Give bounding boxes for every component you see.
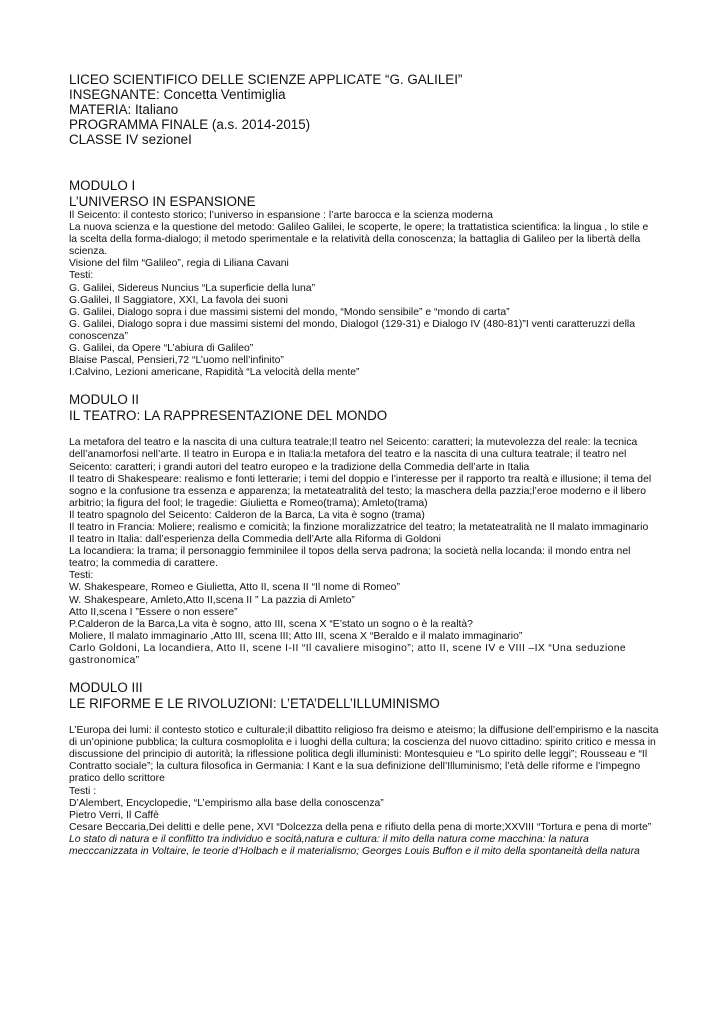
- paragraph: Il teatro in Italia: dall’esperienza della Commedia dell’Arte alla Riforma di Goldoni: [69, 534, 441, 546]
- modulo-3-heading: MODULO III: [69, 680, 143, 696]
- modulo-2-body: [69, 437, 659, 667]
- paragraph: Il Seicento: il contesto storico; l’universo in espansione : l’arte barocca e la scienza moderna: [69, 210, 493, 221]
- school-name: LICEO SCIENTIFICO DELLE SCIENZE APPLICATE “G. GALILEI”: [69, 72, 463, 87]
- modulo-2-heading: MODULO II: [69, 392, 139, 408]
- modulo-1-heading: MODULO I: [69, 178, 136, 193]
- paragraph: La nuova scienza e la questione del metodo: Galileo Galilei, le scoperte, le opere; la trattatistica scientifica: la lingua , lo stile e la scelta della forma-dialogo; il metodo sperimentale e la relatività della conoscenza; la battaglia di Galileo per la libertà della scienza.: [69, 222, 649, 258]
- modulo-1-section: [69, 178, 659, 379]
- modulo-3-section: [69, 680, 659, 858]
- paragraph: W. Shakespeare, Romeo e Giulietta, Atto II, scena II “Il nome di Romeo”: [69, 582, 400, 594]
- paragraph: Carlo Goldoni, La locandiera, Atto II, scene I-II “Il cavaliere misogino”; atto II, scene IV e VIII –IX “Una seduzione gastronomica”: [69, 642, 627, 666]
- paragraph: P.Calderon de la Barca,La vita è sogno, atto III, scena X “E’stato un sogno o è la realtà?: [69, 618, 473, 630]
- italic-paragraph: Lo stato di natura e il conflitto tra individuo e socità,natura e cultura: il mito della natura come macchina: la natura mecccanizzata in Voltaire, le teorie d’Holbach e il materialismo; Georges Louis Buffon e il mito della spontaneità della natura: [69, 833, 640, 858]
- paragraph: I.Calvino, Lezioni americane, Rapidità “La velocità della mente”: [69, 367, 360, 379]
- modulo-3-body: [69, 725, 659, 858]
- paragraph: D’Alembert, Encyclopedie, “L’empirismo alla base della conoscenza”: [69, 797, 384, 809]
- modulo-1-body: [69, 210, 659, 379]
- modulo-1-title: L’UNIVERSO IN ESPANSIONE: [69, 194, 256, 209]
- modulo-2-title: IL TEATRO: LA RAPPRESENTAZIONE DEL MONDO: [69, 408, 388, 424]
- subject-line: MATERIA: Italiano: [69, 102, 179, 117]
- paragraph: G. Galilei, da Opere “L’abiura di Galileo”: [69, 343, 254, 355]
- paragraph: Visione del film “Galileo”, regia di Liliana Cavani: [69, 258, 289, 270]
- teacher-line: INSEGNANTE: Concetta Ventimiglia: [69, 87, 286, 102]
- paragraph: Pietro Verri, Il Caffè: [69, 809, 159, 821]
- paragraph: W. Shakespeare, Amleto,Atto II,scena II ” La pazzia di Amleto”: [69, 594, 355, 606]
- paragraph: G. Galilei, Sidereus Nuncius “La superficie della luna”: [69, 282, 316, 294]
- paragraph: Il teatro spagnolo del Seicento: Calderon de la Barca, La vita è sogno (trama): [69, 509, 425, 521]
- document-header: [69, 72, 659, 147]
- paragraph: La metafora del teatro e la nascita di una cultura teatrale;Il teatro nel Seicento: caratteri; la mutevolezza del reale: la tecnica dell’anamorfosi nell’arte. Il teatro in Europa e in Italia:la metafora del teatro e la nascita di una cultura teatrale; il teatro nel Seicento: caratteri; i grandi autori del teatro europeo e la tradizione della Commedia dell’arte in Italia: [69, 437, 638, 473]
- paragraph: Blaise Pascal, Pensieri,72 “L’uomo nell’infinito”: [69, 355, 284, 367]
- modulo-2-section: [69, 392, 659, 667]
- paragraph: Il teatro in Francia: Moliere; realismo e comicità; la finzione moralizzatrice del teatro; la metateatralità ne Il malato immaginario: [69, 521, 649, 533]
- class-line: CLASSE IV sezioneI: [69, 132, 192, 147]
- paragraph: Atto II,scena I ”Essere o non essere”: [69, 606, 238, 618]
- modulo-3-title: LE RIFORME E LE RIVOLUZIONI: L’ETA’DELL’ILLUMINISMO: [69, 696, 440, 712]
- paragraph: Testi:: [69, 270, 94, 282]
- paragraph: G. Galilei, Dialogo sopra i due massimi sistemi del mondo, “Mondo sensibile” e “mondo di carta”: [69, 306, 510, 318]
- paragraph: L’Europa dei lumi: il contesto stotico e culturale;il dibattito religioso fra deismo e ateismo; la diffusione dell’empirismo e la nascita di un’opinione pubblica; la cultura cosmoplolita e i luoghi della cultura; la coscienza del nuovo cittadino: spirito critico e messa in discussione del principio di autorità; la riflessione politica degli illuministi: Montesquieu e “Lo spirito delle leggi”; Rousseau e “Il Contratto sociale”; la cultura filosofica in Germania: I Kant e la sua definizione dell’Illuminismo; l’età delle riforme e l’impegno pratico dello scrittore: [69, 725, 659, 785]
- paragraph: Moliere, Il malato immaginario ,Atto III, scena III; Atto III, scena X “Beraldo e il malato immaginario”: [69, 630, 523, 642]
- paragraph: La locandiera: la trama; il personaggio femminilee il topos della serva padrona; la società nella locanda: il mondo entra nel teatro; la commedia di carattere.: [69, 546, 631, 570]
- paragraph: Testi :: [69, 785, 97, 797]
- paragraph: Cesare Beccaria,Dei delitti e delle pene, XVI “Dolcezza della pena e rifiuto della pena di morte;XXVIII “Tortura e pena di morte”: [69, 821, 652, 833]
- paragraph: G. Galilei, Dialogo sopra i due massimi sistemi del mondo, DialogoI (129-31) e Dialogo IV (480-81)”I venti caratteruzzi della conoscenza”: [69, 318, 635, 342]
- paragraph: Il teatro di Shakespeare: realismo e fonti letterarie; i temi del doppio e l’interesse per il rapporto tra realtà e illusione; il tema del sogno e la confusione tra essenza e apparenza; la metateatralità del testo; la maschera della pazzia;l’eroe moderno e il libero arbitrio; la figura del fool; le tragedie: Giulietta e Romeo(trama); Amleto(trama): [69, 473, 652, 509]
- document-page: [69, 72, 659, 858]
- paragraph: G.Galilei, Il Saggiatore, XXI, La favola dei suoni: [69, 294, 288, 306]
- program-line: PROGRAMMA FINALE (a.s. 2014-2015): [69, 117, 311, 132]
- paragraph: Testi:: [69, 570, 94, 582]
